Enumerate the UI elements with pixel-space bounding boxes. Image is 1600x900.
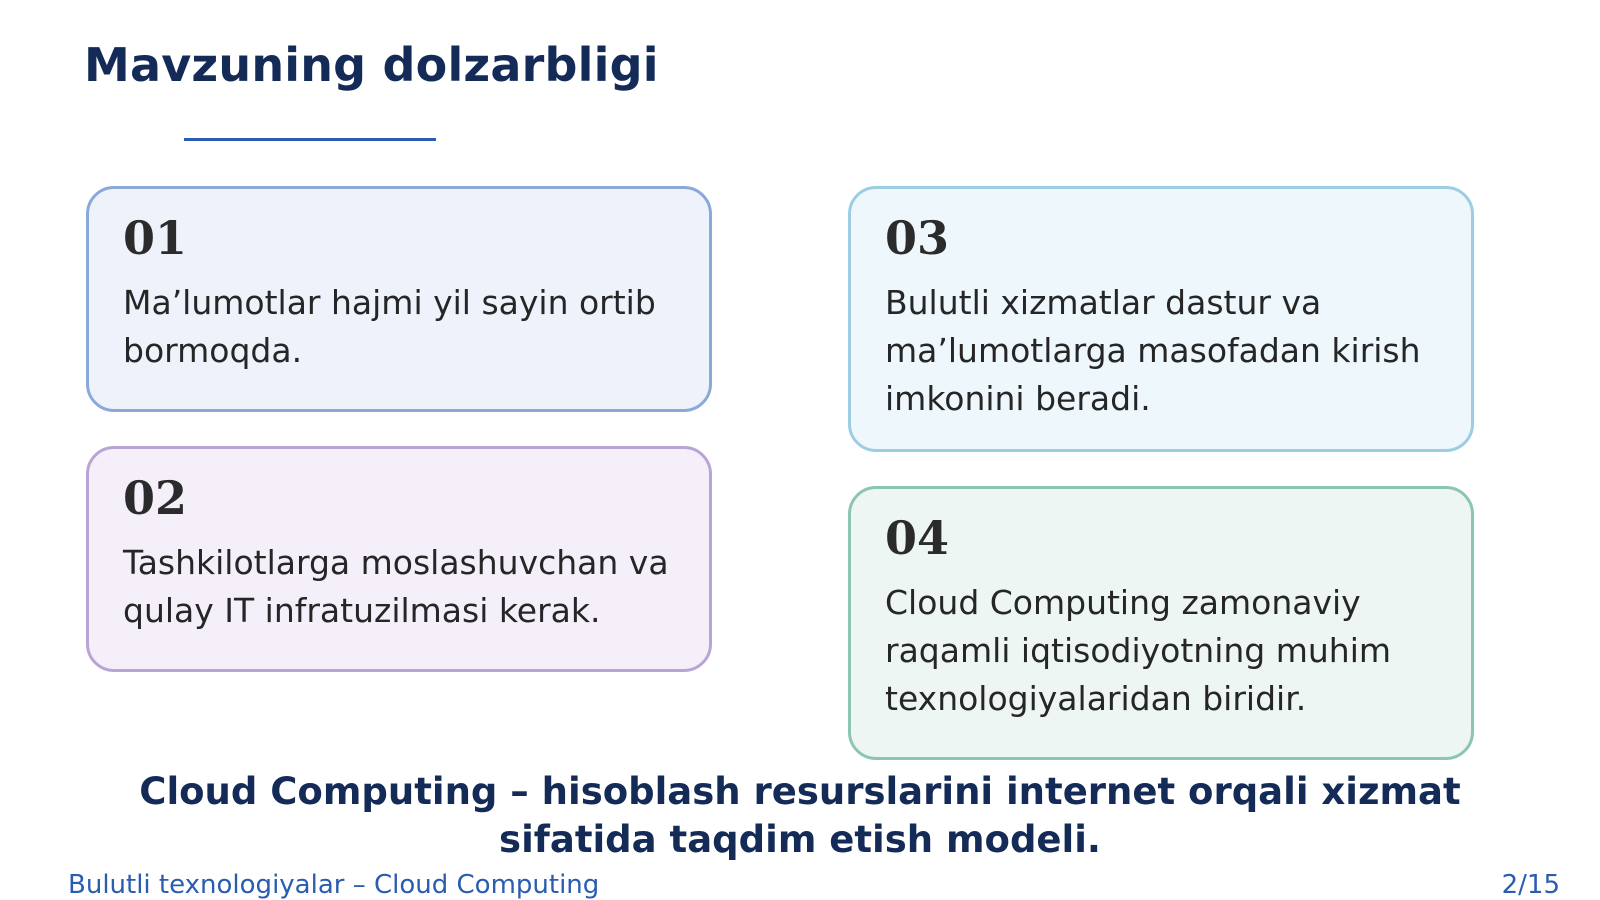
- card-text: Bulutli xizmatlar dastur va ma’lumotlarga masofadan kirish imkonini beradi.: [885, 283, 1421, 418]
- card-text: Tashkilotlarga moslashuvchan va qulay IT infratuzilmasi kerak.: [123, 543, 669, 630]
- card-text: Cloud Computing zamonaviy raqamli iqtisodiyotning muhim texnologiyalaridan biridir.: [885, 583, 1392, 718]
- card-04: [848, 486, 1474, 760]
- slide-title: Mavzuning dolzarbligi: [84, 38, 659, 92]
- footer-title: Bulutli texnologiyalar – Cloud Computing: [68, 870, 600, 900]
- summary-statement: Cloud Computing – hisoblash resurslarini internet orqali xizmat sifatida taqdim etish modeli.: [139, 770, 1461, 861]
- card-number: 02: [123, 471, 188, 525]
- card-03: [848, 186, 1474, 452]
- card-02: [86, 446, 712, 672]
- title-underline: [184, 138, 436, 141]
- card-number: 01: [123, 211, 188, 265]
- card-number: 04: [885, 511, 950, 565]
- card-number: 03: [885, 211, 950, 265]
- card-text: Ma’lumotlar hajmi yil sayin ortib bormoqda.: [123, 283, 656, 370]
- page-number: 2/15: [1501, 870, 1560, 900]
- card-01: [86, 186, 712, 412]
